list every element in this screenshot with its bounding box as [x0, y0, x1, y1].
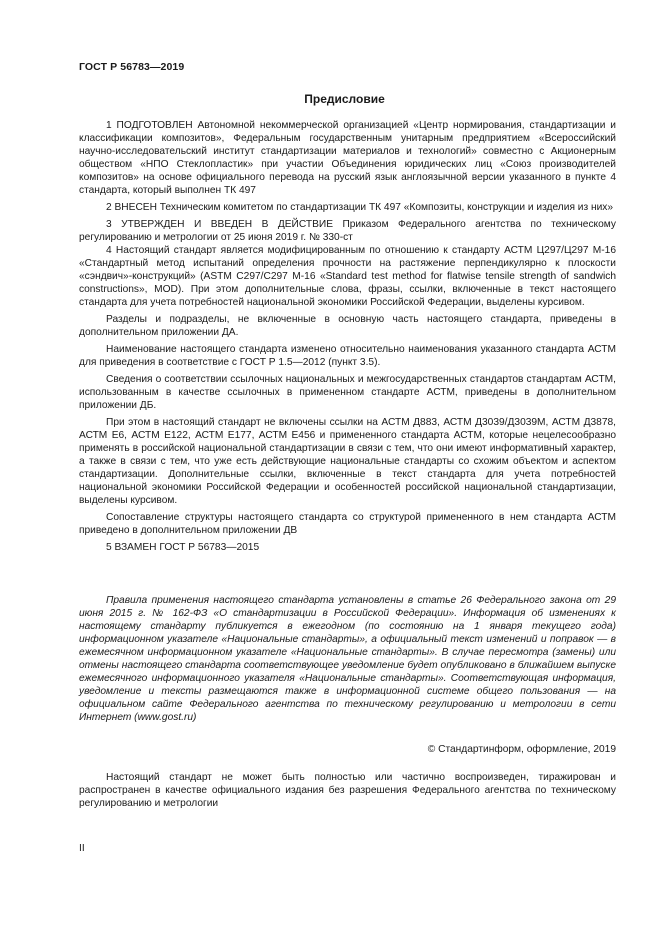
- reproduction-notice: Настоящий стандарт не может быть полностью или частично воспроизведен, тиражирован и распространен в качестве официального издания без разрешения Федерального агентства по техническому регулированию и метрологии: [79, 772, 616, 809]
- document-code-header: ГОСТ Р 56783—2019: [79, 61, 185, 73]
- section-title: Предисловие: [304, 92, 385, 106]
- paragraph-item-1: 1 ПОДГОТОВЛЕН Автономной некоммерческой организацией «Центр нормирования, стандартизации и классификации композитов», Федеральным государственным унитарным предприятием «Всероссийский научно-исследовательский институт стандартизации материалов и технологий» совместно с Акционерным обществом «НПО Стеклопластик» при участии Объединения юридических лиц «Союз производителей композитов» на основе официального перевода на русский язык англоязычной версии указанного в пункте 4 стандарта, который выполнен ТК 497: [79, 120, 616, 196]
- paragraph-item-4: 4 Настоящий стандарт является модифицированным по отношению к стандарту АСТМ Ц297/Ц297 М-16 «Стандартный метод испытаний определения прочности на растяжение перпендикулярно к плоскости «сэндвич»-конструкций» (ASTM C297/C297 M-16 «Standard test method for flatwise tensile strength of sandwich constructions», MOD). При этом дополнительные слова, фразы, ссылки, включенные в текст настоящего стандарта для учета потребностей национальной экономики Российской Федерации, выделены курсивом.: [79, 245, 616, 308]
- paragraph-excluded-refs: При этом в настоящий стандарт не включены ссылки на АСТМ Д883, АСТМ Д3039/Д3039М, АСТМ Д3878, АСТМ Е6, АСТМ Е122, АСТМ Е177, АСТМ Е456 и примененного стандарта АСТМ, которые нецелесообразно применять в российской национальной стандартизации в связи с тем, что они имеют информативный характер, а также в связи с тем, что уже есть действующие национальные стандарты со схожим объектом и аспектом стандартизации. Дополнительные ссылки, включенные в текст стандарта для учета потребностей национальной экономики Российской Федерации и особенностей российской национальной стандартизации, выделены курсивом.: [79, 417, 616, 506]
- paragraph-title-change: Наименование настоящего стандарта изменено относительно наименования указанного стандарта АСТМ для приведения в соответствие с ГОСТ Р 1.5—2012 (пункт 3.5).: [79, 344, 616, 368]
- foreword-body: [79, 119, 616, 558]
- paragraph-annex-db: Сведения о соответствии ссылочных национальных и межгосударственных стандартов стандартам АСТМ, использованным в качестве ссылочных в примененном стандарте АСТМ, приведены в дополнительном приложении ДБ.: [79, 374, 616, 411]
- application-rules-notice: Правила применения настоящего стандарта установлены в статье 26 Федерального закона от 29 июня 2015 г. № 162-ФЗ «О стандартизации в Российской Федерации». Информация об изменениях к настоящему стандарту публикуется в ежегодном (по состоянию на 1 января текущего года) информационном указателе «Национальные стандарты», а официальный текст изменений и поправок — в ежемесячном информационном указателе «Национальные стандарты». В случае пересмотра (замены) или отмены настоящего стандарта соответствующее уведомление будет опубликовано в ближайшем выпуске ежемесячного информационного указателя «Национальные стандарты». Соответствующая информация, уведомление и тексты размещаются также в информационной системе общего пользования — на официальном сайте Федерального агентства по техническому регулированию и метрологии в сети Интернет (www.gost.ru): [79, 595, 616, 723]
- paragraph-item-5: 5 ВЗАМЕН ГОСТ Р 56783—2015: [106, 542, 260, 553]
- page-number: II: [79, 843, 85, 854]
- paragraph-item-3: 3 УТВЕРЖДЕН И ВВЕДЕН В ДЕЙСТВИЕ Приказом Федерального агентства по техническому регулированию и метрологии от 25 июня 2019 г. № 330-ст: [79, 219, 616, 243]
- paragraph-annex-dv: Сопоставление структуры настоящего стандарта со структурой примененного в нем стандарта АСТМ приведено в дополнительном приложении ДВ: [79, 512, 616, 536]
- paragraph-annex-da: Разделы и подразделы, не включенные в основную часть настоящего стандарта, приведены в дополнительном приложении ДА.: [79, 314, 616, 338]
- copyright-line: © Стандартинформ, оформление, 2019: [427, 744, 616, 755]
- paragraph-item-2: 2 ВНЕСЕН Техническим комитетом по стандартизации ТК 497 «Композиты, конструкции и изделия из них»: [106, 202, 614, 213]
